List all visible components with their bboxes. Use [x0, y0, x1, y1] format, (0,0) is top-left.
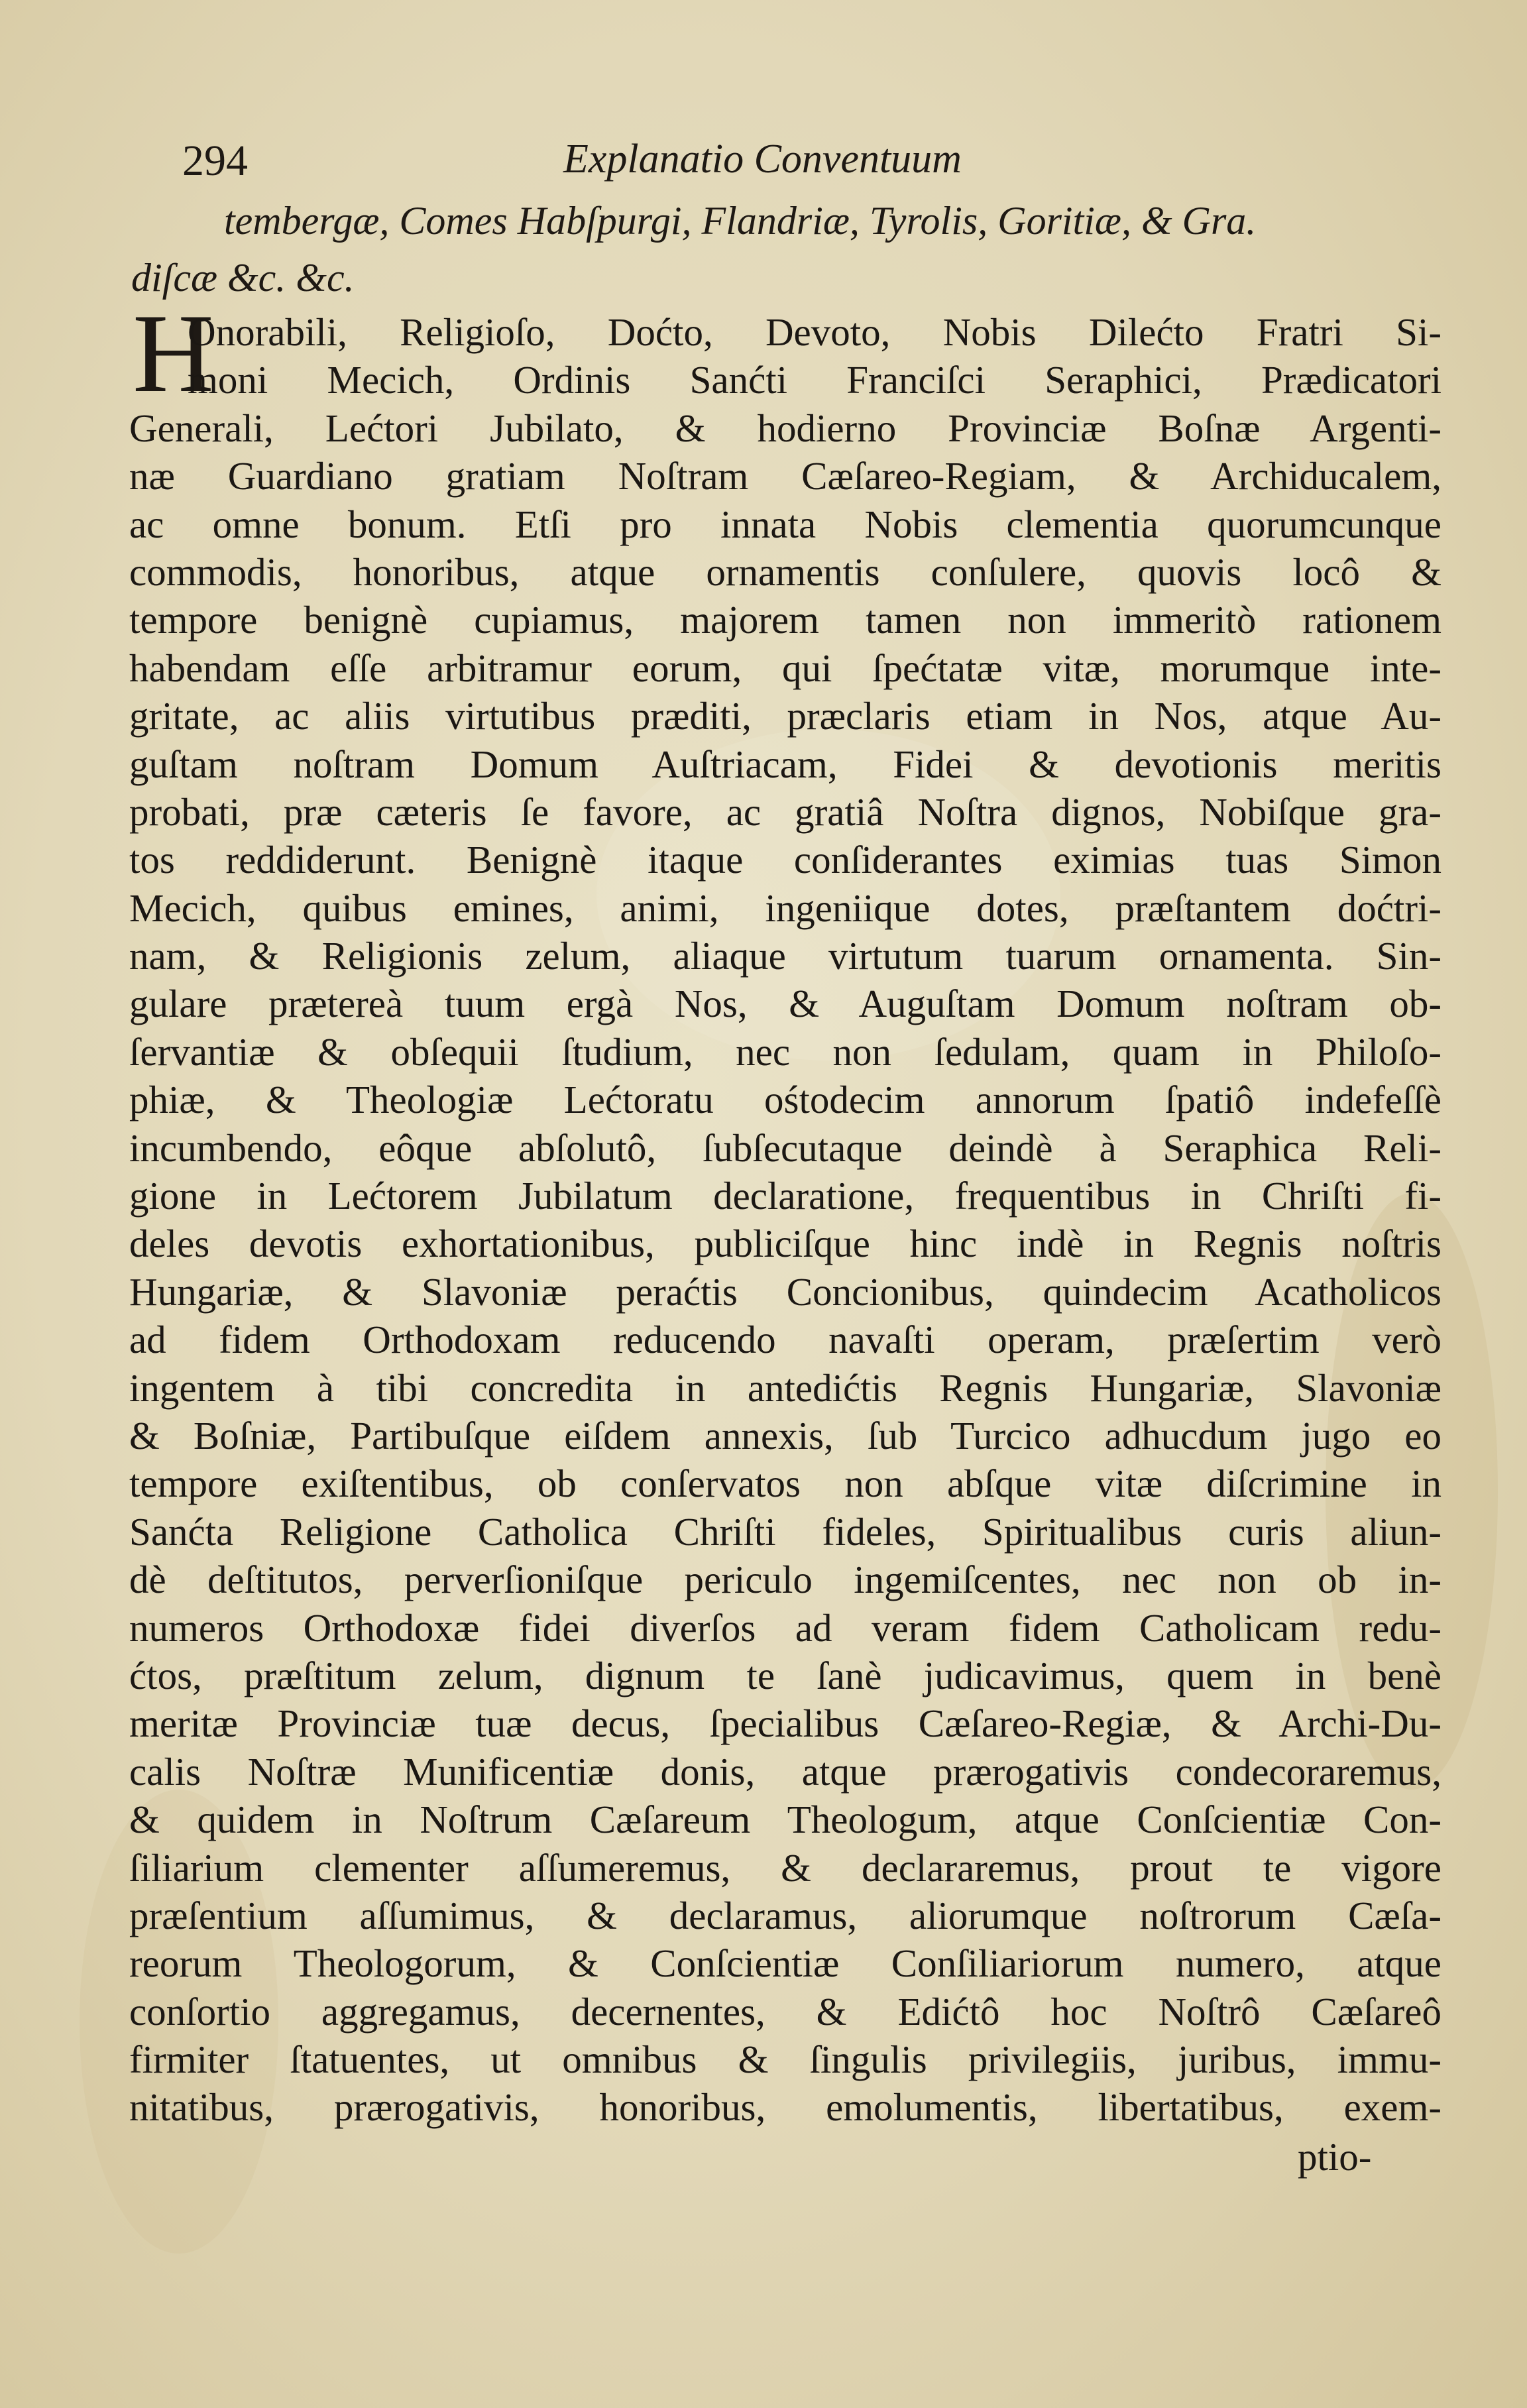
text-line: incumbendo, eôque abſolutô, ſubſecutaque deindè à Seraphica Reli- — [129, 1125, 1442, 1170]
text-line: næ Guardiano gratiam Noſtram Cæſareo-Regiam, & Archiducalem, — [129, 454, 1442, 498]
body-text — [129, 308, 1442, 2132]
drop-cap: H — [133, 291, 214, 416]
text-line: tempore exiſtentibus, ob conſervatos non abſque vitæ diſcrimine in — [129, 1462, 1442, 1506]
text-line: moni Mecich, Ordinis Sanćti Franciſci Seraphici, Prædicatori — [188, 358, 1442, 402]
text-line: & Boſniæ, Partibuſque eiſdem annexis, ſub Turcico adhucdum jugo eo — [129, 1413, 1442, 1458]
text-line: nam, & Religionis zelum, aliaque virtutum tuarum ornamenta. Sin- — [129, 934, 1442, 978]
text-line: tos reddiderunt. Benignè itaque conſiderantes eximias tuas Simon — [129, 838, 1442, 882]
text-line: Onorabili, Religioſo, Doćto, Devoto, Nobis Dilećto Fratri Si- — [188, 310, 1442, 354]
text-line: gulare prætereà tuum ergà Nos, & Auguſtam Domum noſtram ob- — [129, 982, 1442, 1026]
text-line: meritæ Provinciæ tuæ decus, ſpecialibus Cæſareo-Regiæ, & Archi-Du- — [129, 1701, 1442, 1746]
page-number: 294 — [182, 137, 248, 185]
text-line: ad fidem Orthodoxam reducendo navaſti operam, præſertim verò — [129, 1318, 1442, 1362]
text-line: phiæ, & Theologiæ Lećtoratu ośtodecim annorum ſpatiô indefeſſè — [129, 1078, 1442, 1122]
text-line: & quidem in Noſtrum Cæſareum Theologum, atque Conſcientiæ Con- — [129, 1798, 1442, 1842]
text-line: ſervantiæ & obſequii ſtudium, nec non ſedulam, quam in Philoſo- — [129, 1029, 1442, 1074]
text-line: calis Noſtræ Munificentiæ donis, atque prærogativis condecoraremus, — [129, 1749, 1442, 1794]
heading-line: tembergæ, Comes Habſpurgi, Flandriæ, Tyrolis, Goritiæ, & Gra. — [224, 199, 1257, 243]
text-line: Generali, Lećtori Jubilato, & hodierno Provinciæ Boſnæ Argenti- — [129, 406, 1442, 450]
text-line: præſentium aſſumimus, & declaramus, aliorumque noſtrorum Cæſa- — [129, 1893, 1442, 1937]
text-line: ćtos, præſtitum zelum, dignum te ſanè judicavimus, quem in benè — [129, 1653, 1442, 1697]
text-line: commodis, honoribus, atque ornamentis conſulere, quovis locô & — [129, 549, 1442, 594]
running-title: Explanatio Conventuum — [563, 137, 962, 182]
text-line: probati, præ cæteris ſe favore, ac gratiâ Noſtra dignos, Nobiſque gra- — [129, 789, 1442, 834]
text-line: reorum Theologorum, & Conſcientiæ Conſiliariorum numero, atque — [129, 1941, 1442, 1986]
text-line: gritate, ac aliis virtutibus præditi, præclaris etiam in Nos, atque Au- — [129, 694, 1442, 738]
text-line: gione in Lećtorem Jubilatum declaratione, frequentibus in Chriſti fi- — [129, 1174, 1442, 1218]
text-line: conſortio aggregamus, decernentes, & Edićtô hoc Noſtrô Cæſareô — [129, 1989, 1442, 2034]
text-line: tempore benignè cupiamus, majorem tamen non immeritò rationem — [129, 598, 1442, 642]
text-line: firmiter ſtatuentes, ut omnibus & ſingulis privilegiis, juribus, immu- — [129, 2037, 1442, 2082]
heading-line: diſcæ &c. &c. — [131, 256, 355, 300]
text-line: guſtam noſtram Domum Auſtriacam, Fidei & devotionis meritis — [129, 742, 1442, 786]
heading — [131, 192, 1457, 306]
text-line: dè deſtitutos, perverſioniſque periculo ingemiſcentes, nec non ob in- — [129, 1558, 1442, 1602]
text-line: ingentem à tibi concredita in antedićtis Regnis Hungariæ, Slavoniæ — [129, 1365, 1442, 1410]
text-line: Sanćta Religione Catholica Chriſti fideles, Spiritualibus curis aliun- — [129, 1509, 1442, 1554]
text-line: Mecich, quibus emines, animi, ingeniique dotes, præſtantem doćtri- — [129, 886, 1442, 930]
text-line: deles devotis exhortationibus, publiciſque hinc indè in Regnis noſtris — [129, 1222, 1442, 1266]
text-line: ſiliarium clementer aſſumeremus, & declararemus, prout te vigore — [129, 1845, 1442, 1890]
catchword: ptio- — [1298, 2135, 1372, 2179]
text-line: Hungariæ, & Slavoniæ peraćtis Concionibus, quindecim Acatholicos — [129, 1269, 1442, 1314]
text-line: habendam eſſe arbitramur eorum, qui ſpećtatæ vitæ, morumque inte- — [129, 646, 1442, 690]
text-line: nitatibus, prærogativis, honoribus, emolumentis, libertatibus, exem- — [129, 2085, 1442, 2130]
text-line: ac omne bonum. Etſi pro innata Nobis clementia quorumcunque — [129, 502, 1442, 546]
text-line: numeros Orthodoxæ fidei diverſos ad veram fidem Catholicam redu- — [129, 1605, 1442, 1650]
